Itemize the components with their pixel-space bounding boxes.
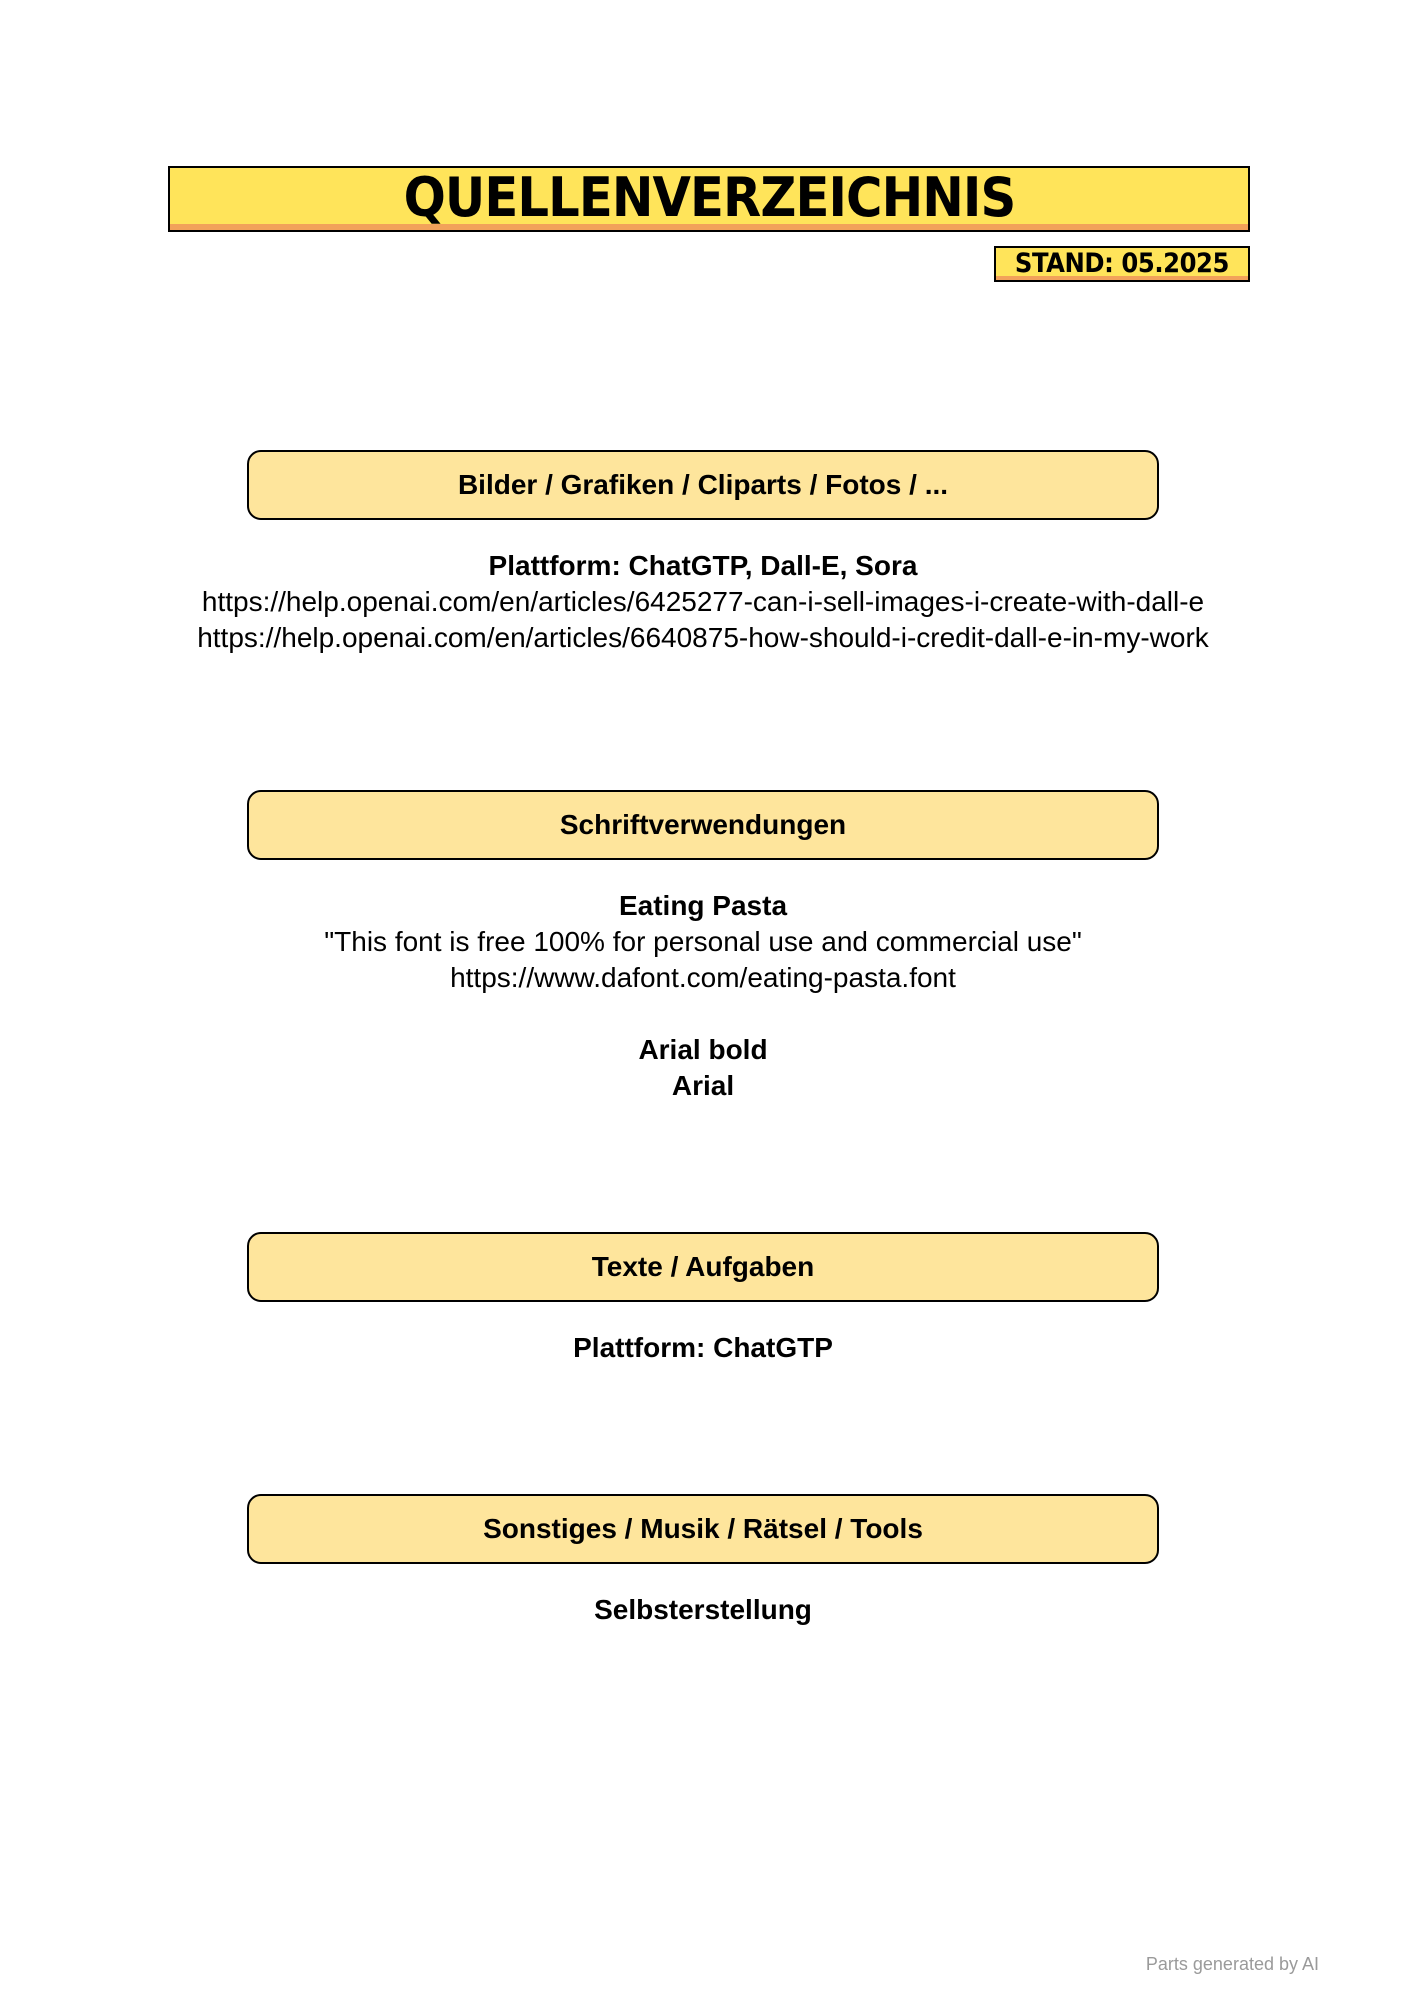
images-link-2[interactable]: https://help.openai.com/en/articles/6640875-how-should-i-credit-dall-e-in-my-work xyxy=(197,622,1209,653)
section-header-texts: Texte / Aufgaben xyxy=(247,1232,1159,1302)
section-header-images: Bilder / Grafiken / Cliparts / Fotos / ... xyxy=(247,450,1159,520)
spacer xyxy=(147,996,1259,1032)
section-body-texts xyxy=(147,1330,1259,1366)
stand-badge xyxy=(994,246,1250,282)
section-body-misc xyxy=(147,1592,1259,1628)
images-platform: Plattform: ChatGTP, Dall-E, Sora xyxy=(488,550,918,581)
section-header-fonts: Schriftverwendungen xyxy=(247,790,1159,860)
section-body-images xyxy=(147,548,1259,656)
images-link-1[interactable]: https://help.openai.com/en/articles/6425277-can-i-sell-images-i-create-with-dall-e xyxy=(201,586,1205,617)
misc-note: Selbsterstellung xyxy=(594,1594,812,1625)
stand-label: STAND: 05.2025 xyxy=(1014,247,1230,279)
title-banner xyxy=(168,166,1250,232)
section-header-misc: Sonstiges / Musik / Rätsel / Tools xyxy=(247,1494,1159,1564)
section-body-fonts xyxy=(147,888,1259,1104)
font-name: Eating Pasta xyxy=(618,890,788,921)
other-font-1: Arial bold xyxy=(638,1034,768,1065)
ai-generated-note: Parts generated by AI xyxy=(1145,1954,1319,1974)
font-url[interactable]: https://www.dafont.com/eating-pasta.font xyxy=(450,962,956,993)
font-license: "This font is free 100% for personal use and commercial use" xyxy=(324,926,1082,957)
page-title: QUELLENVERZEICHNIS xyxy=(403,165,1015,229)
texts-platform: Plattform: ChatGTP xyxy=(573,1332,833,1363)
other-font-2: Arial xyxy=(671,1070,735,1101)
